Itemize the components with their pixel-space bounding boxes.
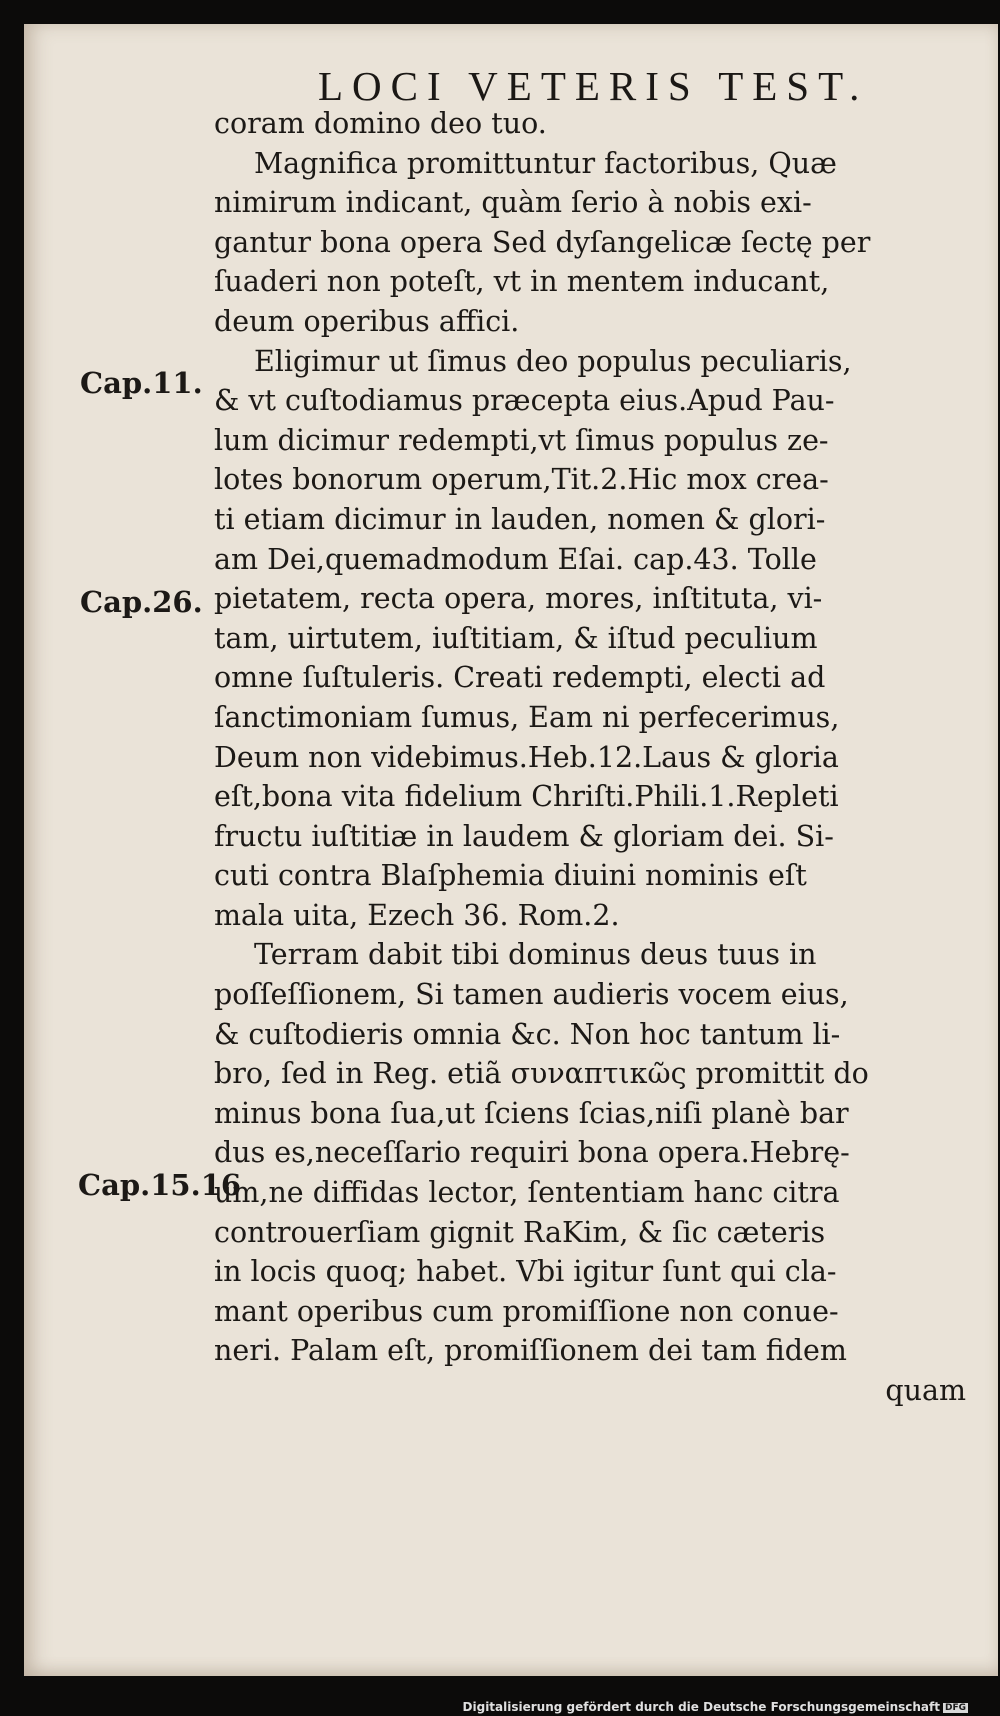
text-line: neri. Palam eſt, promiſſionem dei tam fidem <box>214 1334 847 1368</box>
text-line: ſanctimoniam ſumus, Eam ni perfecerimus, <box>214 700 840 734</box>
margin-note-cap-26: Cap.26. <box>80 585 203 619</box>
text-line: am Dei,quemadmodum Eſai. cap.43. Tolle <box>214 542 817 576</box>
text-line: Deum non videbimus.Heb.12.Laus & gloria <box>214 740 839 774</box>
running-header: LOCI VETERIS TEST. <box>318 63 869 109</box>
margin-note-cap-11: Cap.11. <box>80 366 203 400</box>
text-line: fructu iuſtitiæ in laudem & gloriam dei. Si- <box>214 819 834 853</box>
text-line: mala uita, Ezech 36. Rom.2. <box>214 898 620 932</box>
catchword: quam <box>885 1374 966 1407</box>
text-line: Eligimur ut ſimus deo populus peculiaris, <box>254 344 852 378</box>
text-line: lum dicimur redempti,vt ſimus populus ze- <box>214 423 829 457</box>
text-line: eſt,bona vita fidelium Chriſti.Phili.1.Repleti <box>214 780 839 814</box>
text-line: & cuſtodieris omnia &c. Non hoc tantum li- <box>214 1017 841 1051</box>
text-line: bro, ſed in Reg. etiã συναπτικῶς promittit do <box>214 1057 869 1091</box>
text-line: minus bona ſua,ut ſciens ſcias,niſi planè bar <box>214 1096 849 1130</box>
text-line: controuerſiam gignit RaKim, & ſic cæteris <box>214 1215 826 1249</box>
text-line: deum operibus affici. <box>214 304 520 338</box>
text-line: gantur bona opera Sed dyſangelicæ ſectę per <box>214 225 871 259</box>
text-line: lotes bonorum operum,Tit.2.Hic mox crea- <box>214 463 829 497</box>
text-line: dus es,neceſſario requiri bona opera.Hebrę- <box>214 1136 850 1170</box>
text-line: in locis quoq; habet. Vbi igitur ſunt qui cla- <box>214 1255 837 1289</box>
body-text <box>214 104 966 1411</box>
margin-note-cap-15-16: Cap.15.16 <box>78 1168 242 1202</box>
text-line: nimirum indicant, quàm ſerio à nobis exi- <box>214 186 812 220</box>
credit-text: Digitalisierung gefördert durch die Deutsche Forschungsgemeinschaft <box>462 1700 940 1714</box>
text-line: um,ne diffidas lector, ſententiam hanc citra <box>214 1176 840 1210</box>
text-line: Terram dabit tibi dominus deus tuus in <box>254 938 817 972</box>
text-line: ſuaderi non poteſt, vt in mentem inducant, <box>214 265 830 299</box>
text-line: poſſeſſionem, Si tamen audieris vocem eius, <box>214 978 849 1012</box>
text-line: pietatem, recta opera, mores, inſtituta, vi- <box>214 582 823 616</box>
text-line: & vt cuſtodiamus præcepta eius.Apud Pau- <box>214 384 835 418</box>
text-line: ti etiam dicimur in lauden, nomen & glori- <box>214 502 826 536</box>
text-line: omne ſuſtuleris. Creati redempti, electi ad <box>214 661 826 695</box>
digitization-credit <box>463 1700 968 1714</box>
text-line: tam, uirtutem, iuſtitiam, & iſtud peculium <box>214 621 818 655</box>
text-line: Magnifica promittuntur factoribus, Quæ <box>254 146 837 180</box>
text-line: cuti contra Blaſphemia diuini nominis eſt <box>214 859 807 893</box>
dfg-logo: DFG <box>944 1703 966 1713</box>
text-line: coram domino deo tuo. <box>214 107 547 140</box>
text-line: mant operibus cum promiſſione non conue- <box>214 1294 839 1328</box>
